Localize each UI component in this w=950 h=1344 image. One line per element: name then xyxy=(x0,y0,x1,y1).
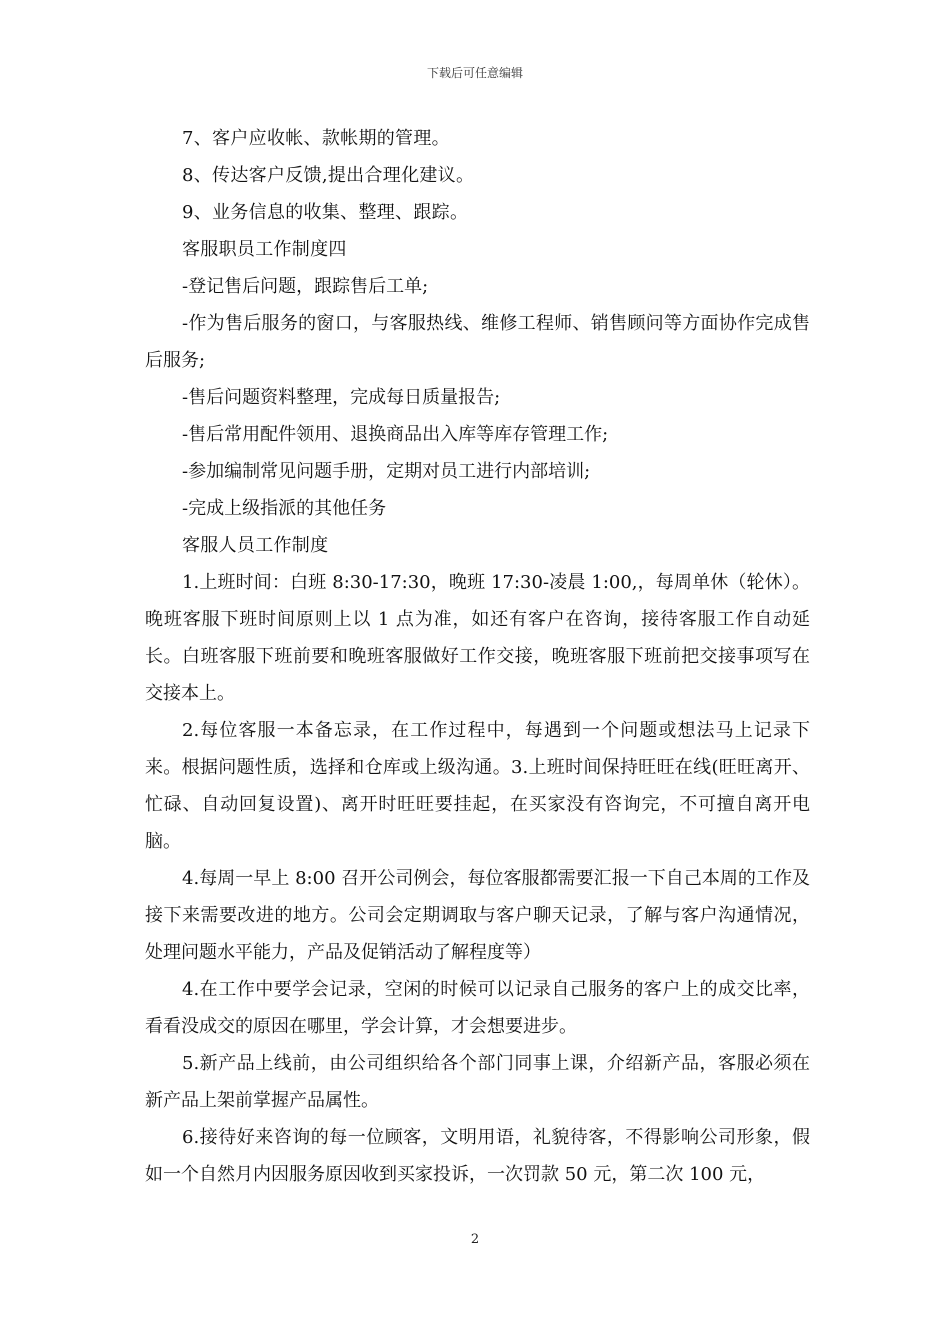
paragraph: 1.上班时间：白班 8:30-17:30，晚班 17:30-凌晨 1:00,，每周单休（轮休）。晚班客服下班时间原则上以 1 点为准，如还有客户在咨询，接待客服工作自动延长。白班客服下班前要和晚班客服做好工作交接，晚班客服下班前把交接事项写在交接本上。 xyxy=(145,572,810,704)
section-heading: 客服人员工作制度 xyxy=(182,535,329,556)
section-heading: 客服职员工作制度四 xyxy=(182,239,347,260)
document-body xyxy=(145,120,810,1193)
paragraph: 4.在工作中要学会记录，空闲的时候可以记录自己服务的客户上的成交比率，看看没成交的原因在哪里，学会计算，才会想要进步。 xyxy=(145,979,810,1037)
paragraph: 2.每位客服一本备忘录，在工作过程中，每遇到一个问题或想法马上记录下来。根据问题性质，选择和仓库或上级沟通。3.上班时间保持旺旺在线(旺旺离开、忙碌、自动回复设置)、离开时旺旺要挂起，在买家没有咨询完，不可擅自离开电脑。 xyxy=(145,720,810,852)
paragraph: 6.接待好来咨询的每一位顾客，文明用语，礼貌待客，不得影响公司形象，假如一个自然月内因服务原因收到买家投诉，一次罚款 50 元，第二次 100 元， xyxy=(145,1127,810,1185)
list-item: 7、客户应收帐、款帐期的管理。 xyxy=(182,128,450,149)
list-item: -登记售后问题，跟踪售后工单; xyxy=(182,276,429,297)
list-item: -完成上级指派的其他任务 xyxy=(182,498,387,519)
list-item: 9、业务信息的收集、整理、跟踪。 xyxy=(182,202,469,223)
list-item: -参加编制常见问题手册，定期对员工进行内部培训; xyxy=(182,461,591,482)
page-number: 2 xyxy=(470,1232,480,1247)
list-item: 8、传达客户反馈,提出合理化建议。 xyxy=(182,165,475,186)
list-item: -作为售后服务的窗口，与客服热线、维修工程师、销售顾问等方面协作完成售后服务; xyxy=(145,313,810,371)
paragraph: 4.每周一早上 8:00 召开公司例会，每位客服都需要汇报一下自己本周的工作及接下来需要改进的地方。公司会定期调取与客户聊天记录，了解与客户沟通情况，处理问题水平能力，产品及促销活动了解程度等） xyxy=(145,868,810,963)
list-item: -售后常用配件领用、退换商品出入库等库存管理工作; xyxy=(182,424,609,445)
paragraph: 5.新产品上线前，由公司组织给各个部门同事上课，介绍新产品，客服必须在新产品上架前掌握产品属性。 xyxy=(145,1053,810,1111)
list-item: -售后问题资料整理，完成每日质量报告; xyxy=(182,387,501,408)
page-header: 下载后可任意编辑 xyxy=(426,66,523,80)
